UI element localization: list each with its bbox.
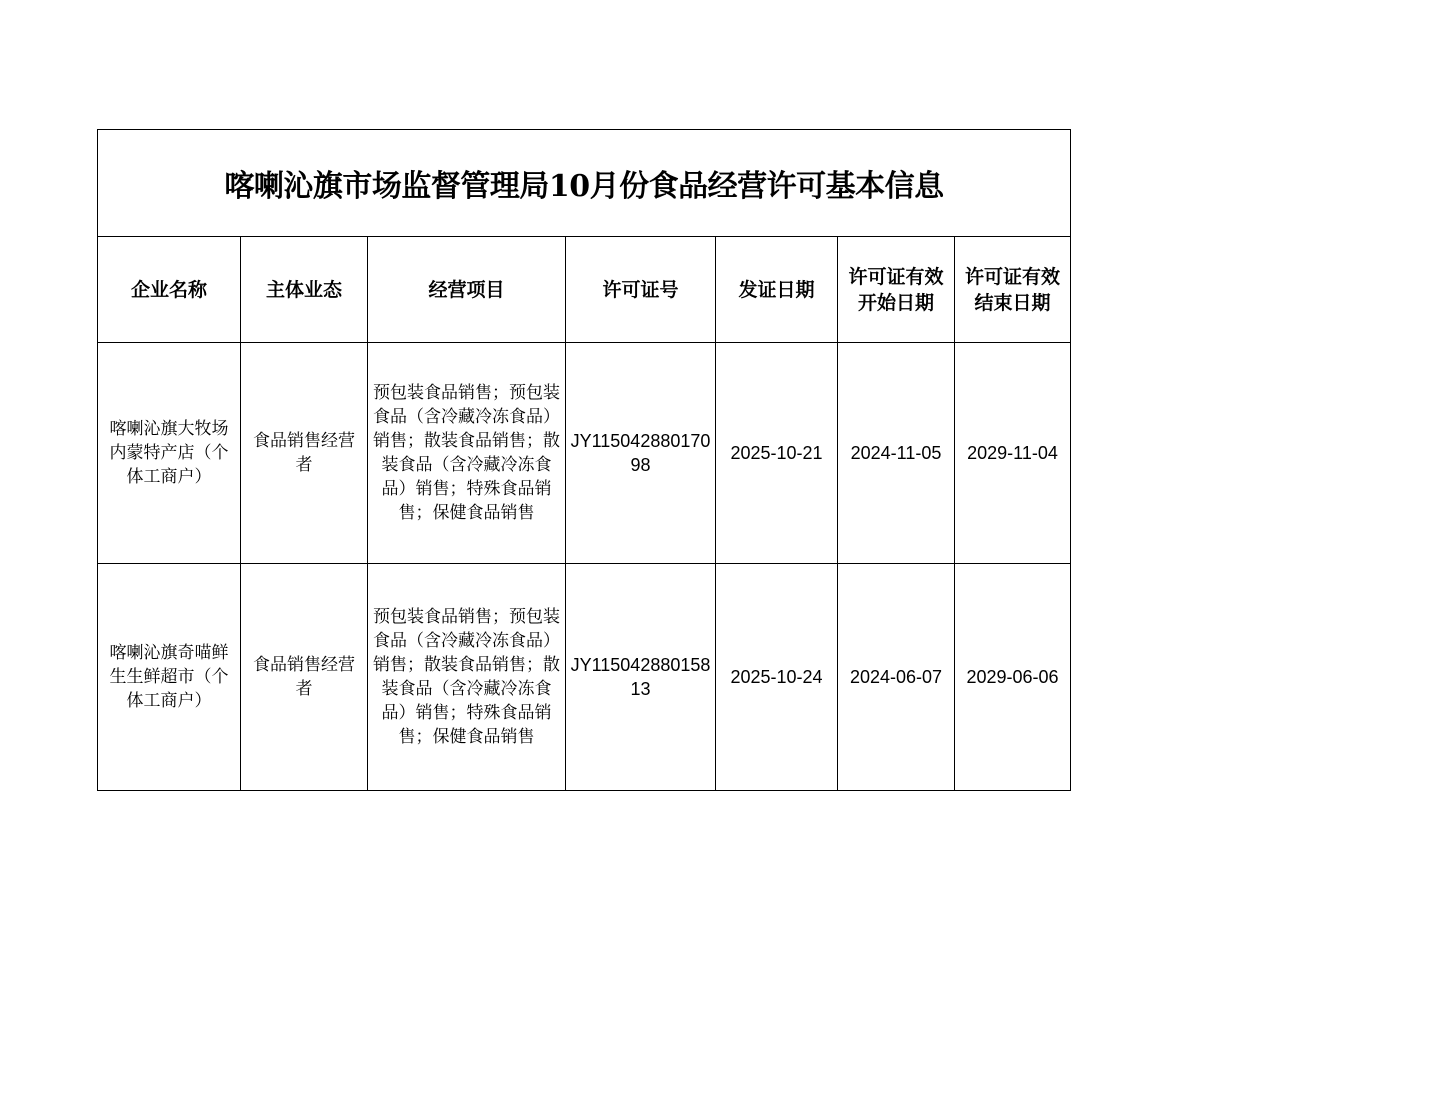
company-name-cell: 喀喇沁旗奇喵鲜生生鲜超市（个体工商户） xyxy=(98,564,241,791)
table-title: 喀喇沁旗市场监督管理局10月份食品经营许可基本信息 xyxy=(98,130,1071,237)
business-type-cell: 食品销售经营者 xyxy=(241,343,368,564)
issue-date-cell: 2025-10-21 xyxy=(716,343,838,564)
col-header-valid-start-date: 许可证有效开始日期 xyxy=(838,237,955,343)
valid-end-date-cell: 2029-06-06 xyxy=(955,564,1071,791)
table-row xyxy=(98,564,1071,791)
license-number-cell: JY11504288015813 xyxy=(566,564,716,791)
valid-start-date-cell: 2024-11-05 xyxy=(838,343,955,564)
col-header-license-number: 许可证号 xyxy=(566,237,716,343)
col-header-issue-date: 发证日期 xyxy=(716,237,838,343)
license-number-cell: JY11504288017098 xyxy=(566,343,716,564)
food-license-table xyxy=(97,129,1071,791)
company-name-cell: 喀喇沁旗大牧场内蒙特产店（个体工商户） xyxy=(98,343,241,564)
business-type-cell: 食品销售经营者 xyxy=(241,564,368,791)
table-row xyxy=(98,343,1071,564)
valid-start-date-cell: 2024-06-07 xyxy=(838,564,955,791)
valid-end-date-cell: 2029-11-04 xyxy=(955,343,1071,564)
business-items-cell: 预包装食品销售；预包装食品（含冷藏冷冻食品）销售；散装食品销售；散装食品（含冷藏冷冻食品）销售；特殊食品销售；保健食品销售 xyxy=(368,343,566,564)
col-header-valid-end-date: 许可证有效结束日期 xyxy=(955,237,1071,343)
header-row xyxy=(98,237,1071,343)
col-header-business-items: 经营项目 xyxy=(368,237,566,343)
col-header-business-type: 主体业态 xyxy=(241,237,368,343)
col-header-company-name: 企业名称 xyxy=(98,237,241,343)
issue-date-cell: 2025-10-24 xyxy=(716,564,838,791)
business-items-cell: 预包装食品销售；预包装食品（含冷藏冷冻食品）销售；散装食品销售；散装食品（含冷藏冷冻食品）销售；特殊食品销售；保健食品销售 xyxy=(368,564,566,791)
